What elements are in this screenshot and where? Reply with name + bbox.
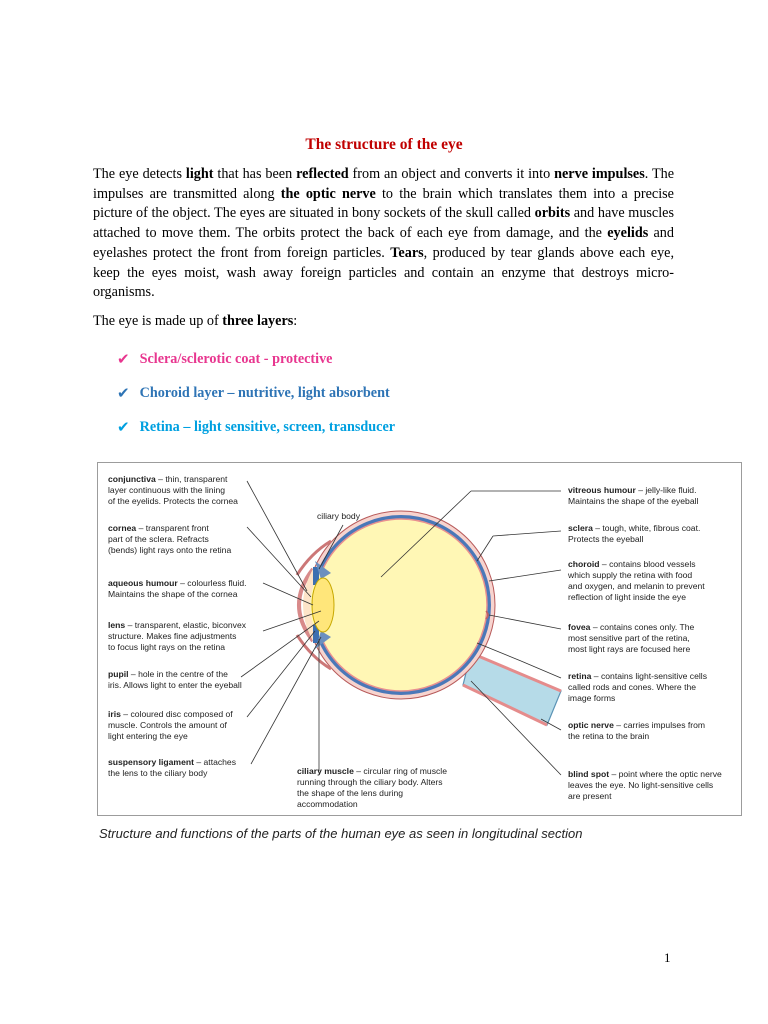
label-blind-spot: blind spot – point where the optic nerve leaves the eye. No light-sensitive cells are present	[568, 769, 722, 801]
label-suspensory-ligament: suspensory ligament – attaches the lens to the ciliary body	[108, 757, 237, 778]
layer-item-retina	[117, 418, 395, 436]
label-sclera: sclera – tough, white, fibrous coat. Protects the eyeball	[568, 523, 701, 544]
eye-diagram	[98, 463, 741, 815]
figure-caption: Structure and functions of the parts of the human eye as seen in longitudinal section	[99, 826, 583, 841]
label-lens: lens – transparent, elastic, biconvex structure. Makes fine adjustments to focus light rays on the retina	[108, 620, 247, 652]
layer-text: Sclera/sclerotic coat - protective	[139, 350, 333, 367]
label-ciliary-muscle: ciliary muscle – circular ring of muscle running through the ciliary body. Alters the shape of the lens during accommodation	[297, 766, 447, 809]
layers-lead-text: The eye is made up of three layers:	[93, 313, 298, 329]
optic-nerve-shape	[463, 653, 561, 725]
label-cornea: cornea – transparent front part of the sclera. Refracts (bends) light rays onto the retina	[108, 523, 232, 555]
label-aqueous-humour: aqueous humour – colourless fluid. Maintains the shape of the cornea	[108, 578, 247, 599]
label-vitreous-humour: vitreous humour – jelly-like fluid. Maintains the shape of the eyeball	[568, 485, 699, 506]
label-retina: retina – contains light-sensitive cells called rods and cones. Where the image forms	[568, 671, 707, 703]
label-conjunctiva: conjunctiva – thin, transparent layer continuous with the lining of the eyelids. Protects the cornea	[108, 474, 238, 506]
label-optic-nerve: optic nerve – carries impulses from the retina to the brain	[568, 720, 706, 741]
checkmark-icon: ✔	[117, 418, 130, 436]
checkmark-icon: ✔	[117, 384, 130, 402]
checkmark-icon: ✔	[117, 350, 130, 368]
label-fovea: fovea – contains cones only. The most sensitive part of the retina, most light rays are focused here	[568, 622, 695, 654]
page-number: 1	[664, 950, 671, 965]
label-ciliary-body: ciliary body	[317, 511, 360, 521]
label-choroid: choroid – contains blood vessels which supply the retina with food and oxygen, and melanin to prevent reflection of light inside the eye	[568, 559, 705, 602]
layer-text: Choroid layer – nutritive, light absorbent	[139, 384, 390, 401]
layer-item-choroid	[117, 384, 390, 402]
eye-diagram-figure	[97, 462, 742, 816]
intro-paragraph: The eye detects light that has been reflected from an object and converts it into nerve impulses. The impulses are transmitted along the optic nerve to the brain which translates them into a precise picture of the object. The eyes are situated in bony sockets of the skull called orbits and have muscles attached to move them. The orbits protect the back of each eye from damage, and the eyelids and eyelashes protect the front from foreign particles. Tears, produced by tear glands above each eye, keep the eyes moist, wash away foreign particles and contain an enzyme that destroys micro-organisms.	[93, 166, 675, 301]
page-title: The structure of the eye	[305, 136, 463, 153]
layer-item-sclera	[117, 350, 332, 368]
label-pupil: pupil – hole in the centre of the iris. Allows light to enter the eyeball	[108, 669, 242, 690]
vitreous-humour-shape	[315, 519, 487, 691]
label-iris: iris – coloured disc composed of muscle. Controls the amount of light entering the eye	[108, 709, 233, 741]
layer-text: Retina – light sensitive, screen, transducer	[139, 418, 396, 435]
